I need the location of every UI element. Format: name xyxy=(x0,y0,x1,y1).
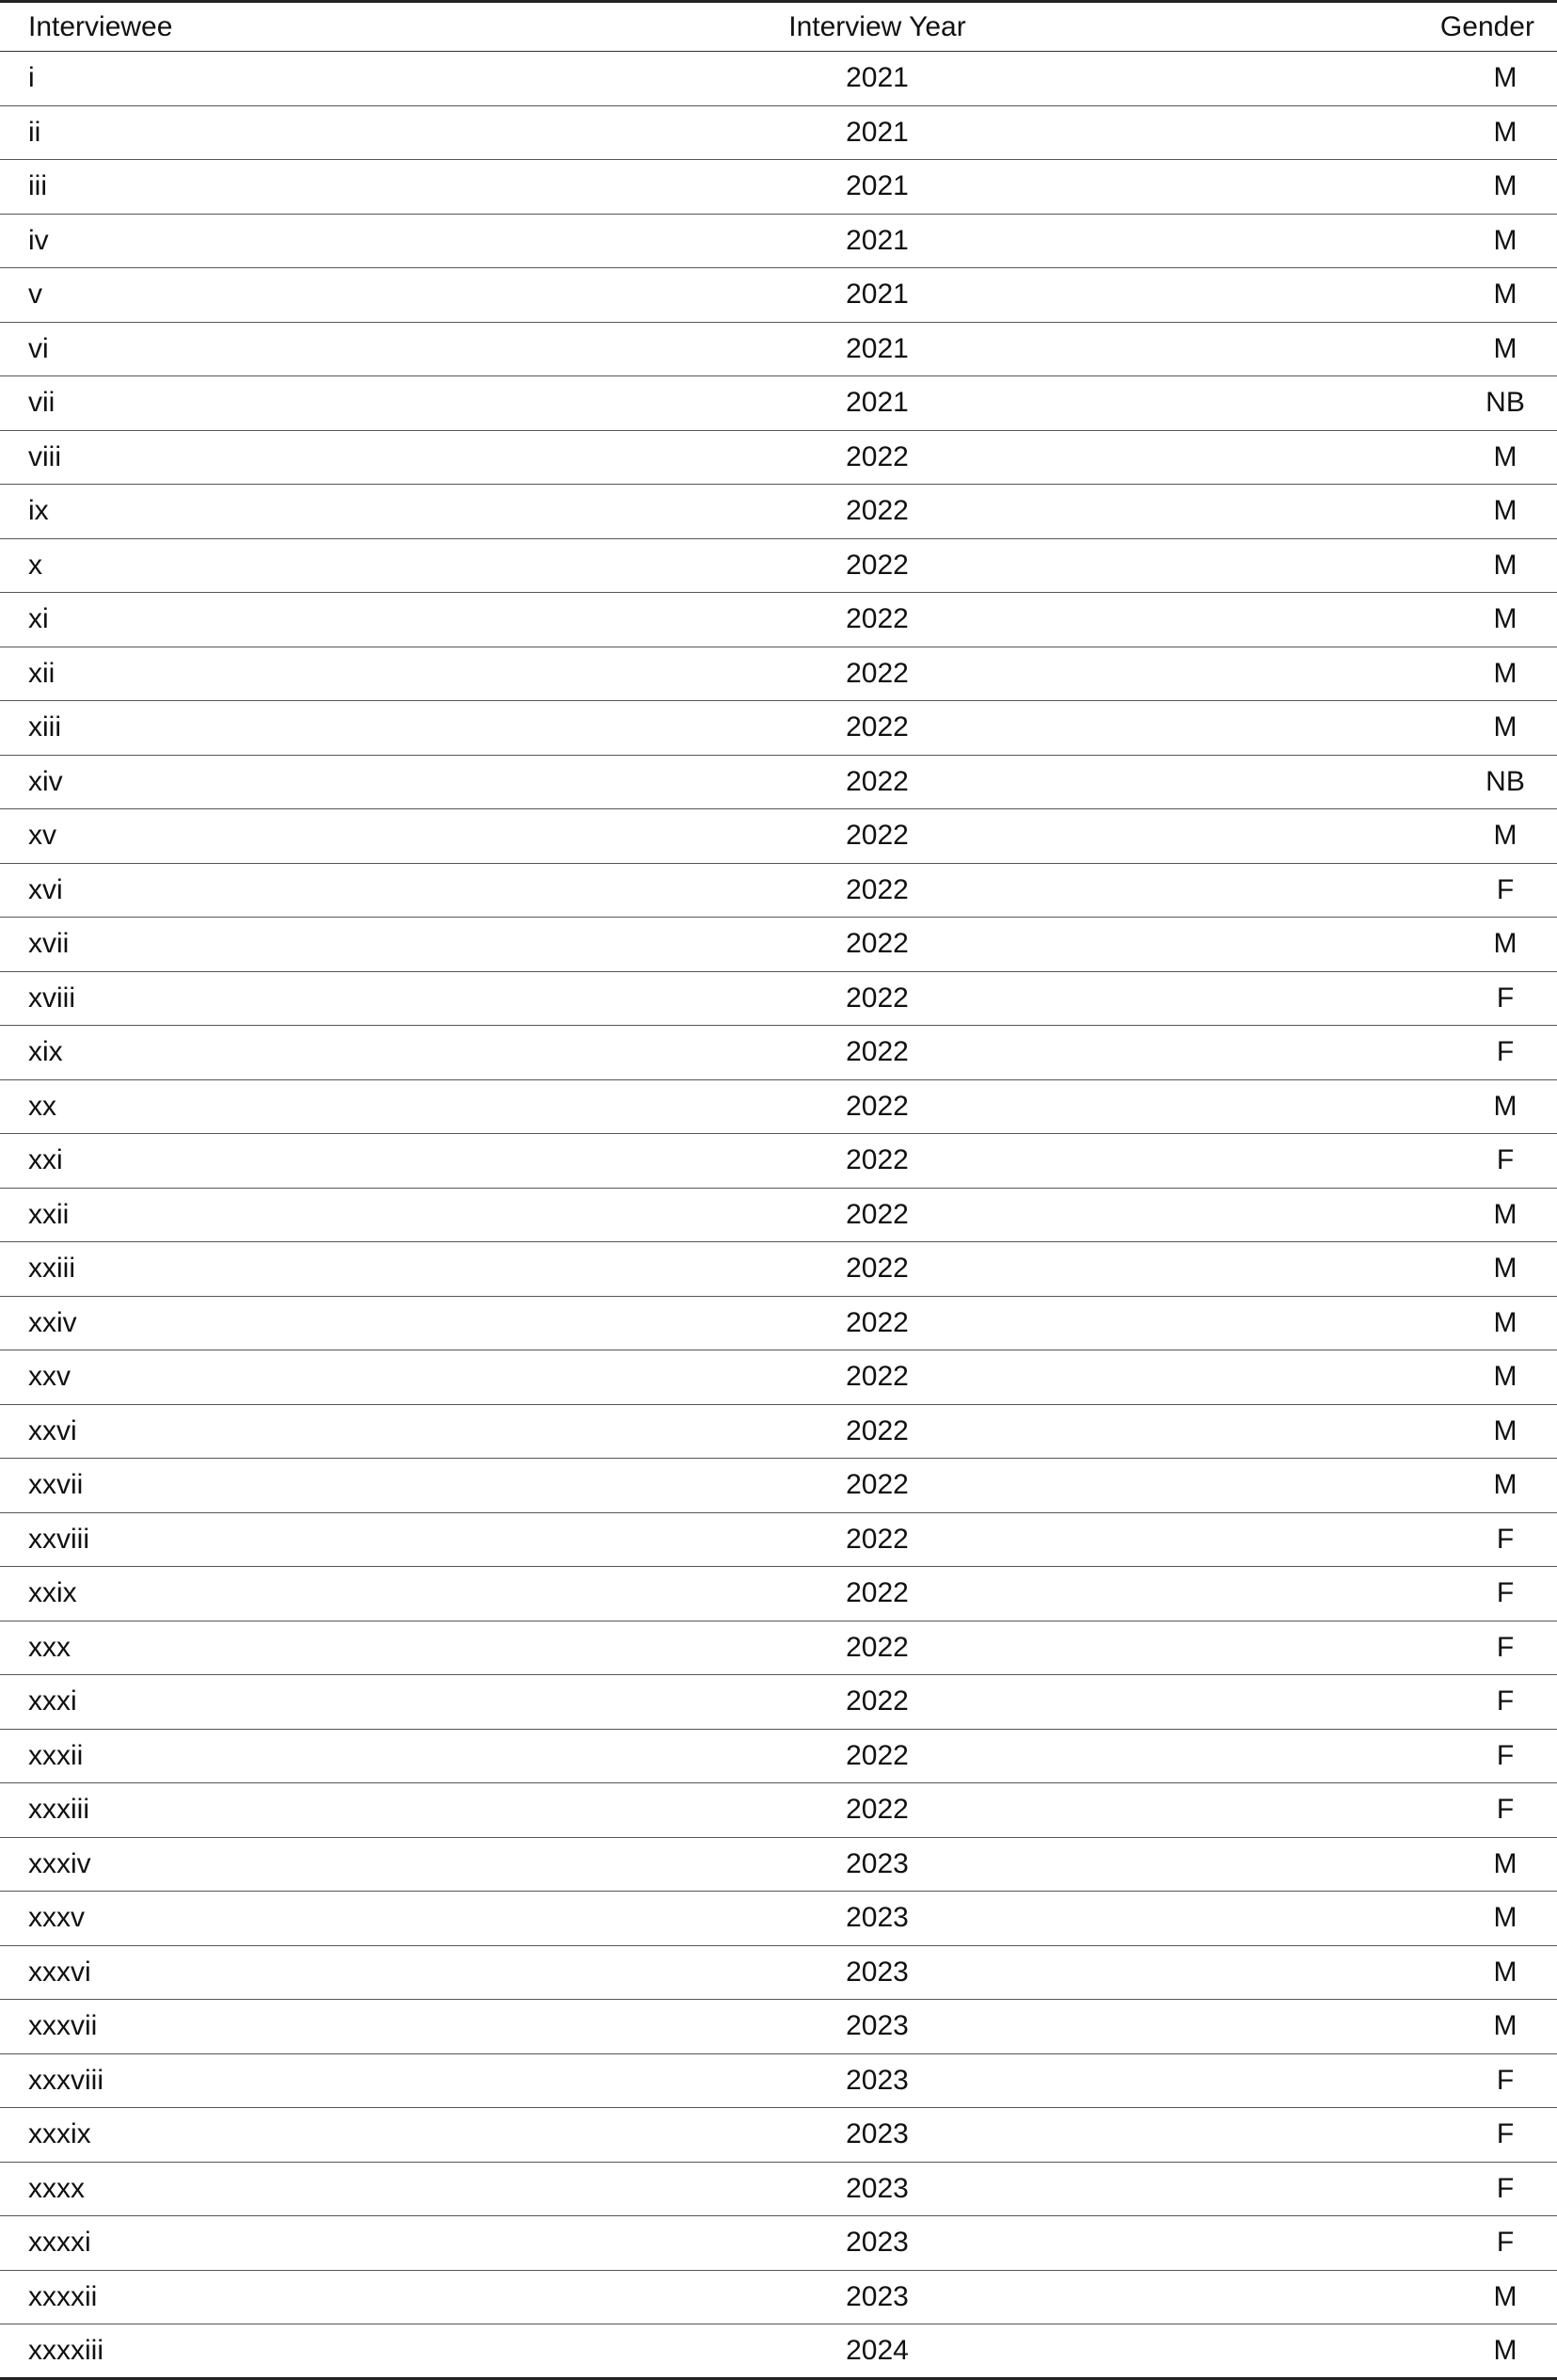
header-gender-label: Gender xyxy=(1439,10,1534,42)
cell-gender xyxy=(1038,1837,1557,1892)
cell-gender-value: M xyxy=(1493,1253,1517,1285)
cell-gender-value: F xyxy=(1496,2227,1515,2259)
table-row xyxy=(0,268,1557,323)
header-gender xyxy=(1038,2,1557,52)
cell-interview-year: 2021 xyxy=(519,268,1039,323)
cell-gender-value: M xyxy=(1493,1956,1517,1988)
cell-interviewee: xxv xyxy=(0,1350,519,1405)
cell-interview-year: 2023 xyxy=(519,1945,1039,2000)
cell-interview-year: 2021 xyxy=(519,105,1039,160)
cell-interviewee: xiv xyxy=(0,755,519,809)
cell-gender xyxy=(1038,647,1557,701)
cell-interview-year: 2022 xyxy=(519,1242,1039,1297)
cell-interviewee: ix xyxy=(0,485,519,539)
cell-gender xyxy=(1038,809,1557,864)
cell-gender xyxy=(1038,2053,1557,2108)
cell-gender xyxy=(1038,376,1557,431)
table-row xyxy=(0,376,1557,431)
header-interviewee: Interviewee xyxy=(0,2,519,52)
table-row xyxy=(0,430,1557,485)
table-row xyxy=(0,593,1557,647)
cell-gender-value: M xyxy=(1493,820,1517,852)
cell-gender xyxy=(1038,214,1557,268)
cell-interviewee: xx xyxy=(0,1079,519,1134)
cell-interview-year: 2021 xyxy=(519,376,1039,431)
cell-interview-year: 2022 xyxy=(519,755,1039,809)
cell-gender-value: F xyxy=(1496,1144,1515,1176)
cell-gender-value: M xyxy=(1493,2334,1517,2366)
cell-interviewee: xxxxiii xyxy=(28,2334,103,2366)
table-row xyxy=(0,1404,1557,1459)
cell-interviewee: xxxxi xyxy=(0,2216,519,2271)
cell-interviewee: xxiv xyxy=(0,1296,519,1350)
cell-interviewee: xxi xyxy=(0,1134,519,1189)
cell-gender-value: M xyxy=(1493,1414,1517,1446)
table-row xyxy=(0,755,1557,809)
cell-interviewee: xxvii xyxy=(0,1459,519,1513)
cell-interview-year: 2023 xyxy=(519,2216,1039,2271)
cell-interview-year: 2021 xyxy=(519,322,1039,376)
cell-interview-year: 2022 xyxy=(519,1079,1039,1134)
table-body xyxy=(0,52,1557,2379)
cell-gender xyxy=(1038,971,1557,1026)
table-row xyxy=(0,322,1557,376)
cell-gender-value: M xyxy=(1493,495,1517,527)
cell-interviewee: xxviii xyxy=(0,1512,519,1567)
cell-gender-value: M xyxy=(1493,1090,1517,1122)
cell-gender-value: F xyxy=(1496,1036,1515,1068)
cell-gender xyxy=(1038,1783,1557,1838)
cell-interviewee: i xyxy=(0,52,519,106)
table-row xyxy=(0,1837,1557,1892)
cell-gender xyxy=(1038,1892,1557,1946)
cell-interview-year: 2022 xyxy=(519,863,1039,918)
cell-gender xyxy=(1038,1242,1557,1297)
cell-gender xyxy=(1038,701,1557,756)
cell-gender xyxy=(1038,485,1557,539)
cell-gender xyxy=(1038,1404,1557,1459)
cell-gender xyxy=(1038,1350,1557,1405)
cell-interview-year: 2023 xyxy=(519,2270,1039,2324)
table-row xyxy=(0,160,1557,215)
cell-interviewee: xxxvii xyxy=(0,2000,519,2054)
cell-gender xyxy=(1038,2162,1557,2216)
cell-gender xyxy=(1038,918,1557,972)
table-row xyxy=(0,701,1557,756)
table-row xyxy=(0,1621,1557,1675)
cell-interview-year: 2022 xyxy=(519,538,1039,593)
cell-gender-value: M xyxy=(1493,1847,1517,1879)
cell-interview-year: 2022 xyxy=(519,971,1039,1026)
cell-gender-value: F xyxy=(1496,1739,1515,1771)
cell-gender-value: M xyxy=(1493,224,1517,256)
cell-interviewee: xii xyxy=(0,647,519,701)
cell-gender-value: M xyxy=(1493,170,1517,202)
cell-interview-year: 2022 xyxy=(519,1512,1039,1567)
cell-gender-value: M xyxy=(1493,1306,1517,1338)
cell-gender-value: F xyxy=(1496,1631,1515,1663)
cell-interviewee: xxxix xyxy=(0,2108,519,2163)
table-row xyxy=(0,2216,1557,2271)
cell-gender-value: F xyxy=(1496,982,1515,1014)
cell-gender-value: M xyxy=(1493,711,1517,743)
cell-interview-year: 2022 xyxy=(519,647,1039,701)
cell-gender-value: M xyxy=(1493,116,1517,148)
cell-interview-year: 2022 xyxy=(519,1134,1039,1189)
cell-gender-value: M xyxy=(1493,928,1517,960)
cell-gender xyxy=(1038,863,1557,918)
table-row xyxy=(0,1350,1557,1405)
table-row xyxy=(0,1675,1557,1730)
cell-gender-value: F xyxy=(1496,1685,1515,1717)
cell-interviewee: xvi xyxy=(0,863,519,918)
cell-gender xyxy=(1038,2324,1557,2379)
cell-gender xyxy=(1038,268,1557,323)
cell-gender xyxy=(1038,1188,1557,1242)
cell-interview-year: 2022 xyxy=(519,1026,1039,1080)
cell-gender xyxy=(1038,1675,1557,1730)
cell-gender-value: M xyxy=(1493,1361,1517,1393)
cell-interview-year: 2022 xyxy=(519,1567,1039,1621)
cell-gender xyxy=(1038,1296,1557,1350)
cell-gender xyxy=(1038,1945,1557,2000)
cell-gender xyxy=(1038,538,1557,593)
header-row xyxy=(0,2,1557,52)
cell-gender-value: NB xyxy=(1486,387,1525,419)
cell-gender xyxy=(1038,1459,1557,1513)
cell-gender-value: M xyxy=(1493,549,1517,581)
table-row xyxy=(0,2270,1557,2324)
cell-interviewee: xxxxii xyxy=(0,2270,519,2324)
cell-interview-year: 2022 xyxy=(519,1404,1039,1459)
table-row xyxy=(0,1242,1557,1297)
table-row xyxy=(0,1079,1557,1134)
table-row xyxy=(0,538,1557,593)
header-interview-year: Interview Year xyxy=(519,2,1039,52)
cell-interviewee: xxx xyxy=(0,1621,519,1675)
cell-interviewee: xxxviii xyxy=(0,2053,519,2108)
cell-gender-value: M xyxy=(1493,1902,1517,1934)
cell-gender-value: M xyxy=(1493,603,1517,635)
cell-gender xyxy=(1038,1079,1557,1134)
cell-gender xyxy=(1038,105,1557,160)
cell-interview-year: 2023 xyxy=(519,2053,1039,2108)
cell-gender-value: F xyxy=(1496,1577,1515,1609)
cell-interview-year: 2023 xyxy=(519,2108,1039,2163)
cell-gender xyxy=(1038,2216,1557,2271)
table-row xyxy=(0,1188,1557,1242)
cell-interview-year: 2022 xyxy=(519,1783,1039,1838)
cell-interview-year: 2022 xyxy=(519,1621,1039,1675)
cell-interviewee: xvii xyxy=(0,918,519,972)
cell-gender-value: F xyxy=(1496,1523,1515,1555)
cell-gender-value: F xyxy=(1496,873,1515,905)
cell-gender-value: F xyxy=(1496,2118,1515,2150)
table-row xyxy=(0,105,1557,160)
table-row xyxy=(0,2053,1557,2108)
table-row xyxy=(0,214,1557,268)
cell-gender xyxy=(1038,1621,1557,1675)
cell-interviewee: iii xyxy=(0,160,519,215)
cell-gender xyxy=(1038,1026,1557,1080)
table-row xyxy=(0,809,1557,864)
cell-interview-year: 2023 xyxy=(519,1837,1039,1892)
cell-interviewee: xxxvi xyxy=(0,1945,519,2000)
cell-gender-value: M xyxy=(1493,1469,1517,1501)
cell-gender xyxy=(1038,593,1557,647)
cell-interviewee: xiii xyxy=(0,701,519,756)
table-header xyxy=(0,2,1557,52)
cell-gender-value: NB xyxy=(1486,765,1525,797)
cell-gender-value: F xyxy=(1496,2172,1515,2204)
table-row xyxy=(0,1026,1557,1080)
cell-interview-year: 2022 xyxy=(519,1188,1039,1242)
table-row xyxy=(0,1945,1557,2000)
cell-interviewee: xix xyxy=(0,1026,519,1080)
cell-interview-year: 2022 xyxy=(519,485,1039,539)
cell-gender-value: M xyxy=(1493,2280,1517,2312)
cell-interviewee: xxvi xyxy=(0,1404,519,1459)
cell-gender-value: F xyxy=(1496,2064,1515,2096)
cell-interview-year: 2022 xyxy=(519,918,1039,972)
table-row xyxy=(0,2000,1557,2054)
cell-interviewee: viii xyxy=(0,430,519,485)
cell-gender-value: M xyxy=(1493,657,1517,689)
cell-gender xyxy=(1038,160,1557,215)
table-row xyxy=(0,647,1557,701)
cell-interview-year: 2022 xyxy=(519,430,1039,485)
table-row xyxy=(0,2324,1557,2379)
cell-interviewee: xxxi xyxy=(0,1675,519,1730)
cell-interview-year: 2021 xyxy=(519,214,1039,268)
cell-gender-value: M xyxy=(1493,279,1517,311)
cell-interview-year: 2022 xyxy=(519,593,1039,647)
cell-gender xyxy=(1038,430,1557,485)
cell-gender xyxy=(1038,1729,1557,1783)
cell-interviewee: xxxv xyxy=(0,1892,519,1946)
cell-interviewee: vii xyxy=(0,376,519,431)
table-row xyxy=(0,1567,1557,1621)
cell-interview-year: 2022 xyxy=(519,1459,1039,1513)
cell-gender-value: M xyxy=(1493,62,1517,94)
cell-interview-year: 2022 xyxy=(519,1675,1039,1730)
cell-gender xyxy=(1038,1134,1557,1189)
table-row xyxy=(0,863,1557,918)
cell-interview-year: 2022 xyxy=(519,701,1039,756)
cell-gender-value: F xyxy=(1496,1794,1515,1826)
table-row xyxy=(0,918,1557,972)
table-row xyxy=(0,1892,1557,1946)
cell-interview-year: 2021 xyxy=(519,52,1039,106)
cell-interviewee: xv xyxy=(0,809,519,864)
cell-interviewee: xxii xyxy=(0,1188,519,1242)
table-row xyxy=(0,1134,1557,1189)
cell-interviewee: vi xyxy=(0,322,519,376)
cell-gender-value: M xyxy=(1493,440,1517,472)
cell-interviewee: xxix xyxy=(0,1567,519,1621)
table-row xyxy=(0,485,1557,539)
cell-interviewee: ii xyxy=(0,105,519,160)
cell-gender xyxy=(1038,52,1557,106)
cell-gender xyxy=(1038,2270,1557,2324)
cell-interviewee: v xyxy=(0,268,519,323)
cell-interviewee: iv xyxy=(0,214,519,268)
cell-gender xyxy=(1038,322,1557,376)
cell-gender-value: M xyxy=(1493,1198,1517,1230)
cell-interview-year: 2022 xyxy=(519,1350,1039,1405)
table-row xyxy=(0,971,1557,1026)
cell-interviewee: xxiii xyxy=(0,1242,519,1297)
table-row xyxy=(0,52,1557,106)
cell-interview-year: 2023 xyxy=(519,2162,1039,2216)
table-row xyxy=(0,1783,1557,1838)
cell-interview-year: 2023 xyxy=(519,2000,1039,2054)
cell-interview-year: 2022 xyxy=(519,1729,1039,1783)
cell-gender xyxy=(1038,2000,1557,2054)
cell-interview-year: 2022 xyxy=(519,1296,1039,1350)
table-row xyxy=(0,2162,1557,2216)
cell-gender xyxy=(1038,755,1557,809)
cell-interview-year: 2022 xyxy=(519,809,1039,864)
cell-interviewee: xxxiii xyxy=(0,1783,519,1838)
table-row xyxy=(0,1729,1557,1783)
table-row xyxy=(0,1512,1557,1567)
cell-interview-year: 2021 xyxy=(519,160,1039,215)
cell-gender-value: M xyxy=(1493,332,1517,364)
cell-interviewee: xxxii xyxy=(0,1729,519,1783)
table-row xyxy=(0,1296,1557,1350)
table-row xyxy=(0,1459,1557,1513)
cell-gender xyxy=(1038,1512,1557,1567)
cell-interview-year: 2024 xyxy=(846,2334,909,2366)
cell-interviewee: xviii xyxy=(0,971,519,1026)
cell-interviewee: x xyxy=(0,538,519,593)
cell-interviewee: xxxiv xyxy=(0,1837,519,1892)
table-row xyxy=(0,2108,1557,2163)
cell-gender xyxy=(1038,2108,1557,2163)
cell-gender xyxy=(1038,1567,1557,1621)
cell-interviewee: xxxx xyxy=(0,2162,519,2216)
cell-interviewee: xi xyxy=(0,593,519,647)
cell-interview-year: 2023 xyxy=(519,1892,1039,1946)
cell-gender-value: M xyxy=(1493,2010,1517,2042)
